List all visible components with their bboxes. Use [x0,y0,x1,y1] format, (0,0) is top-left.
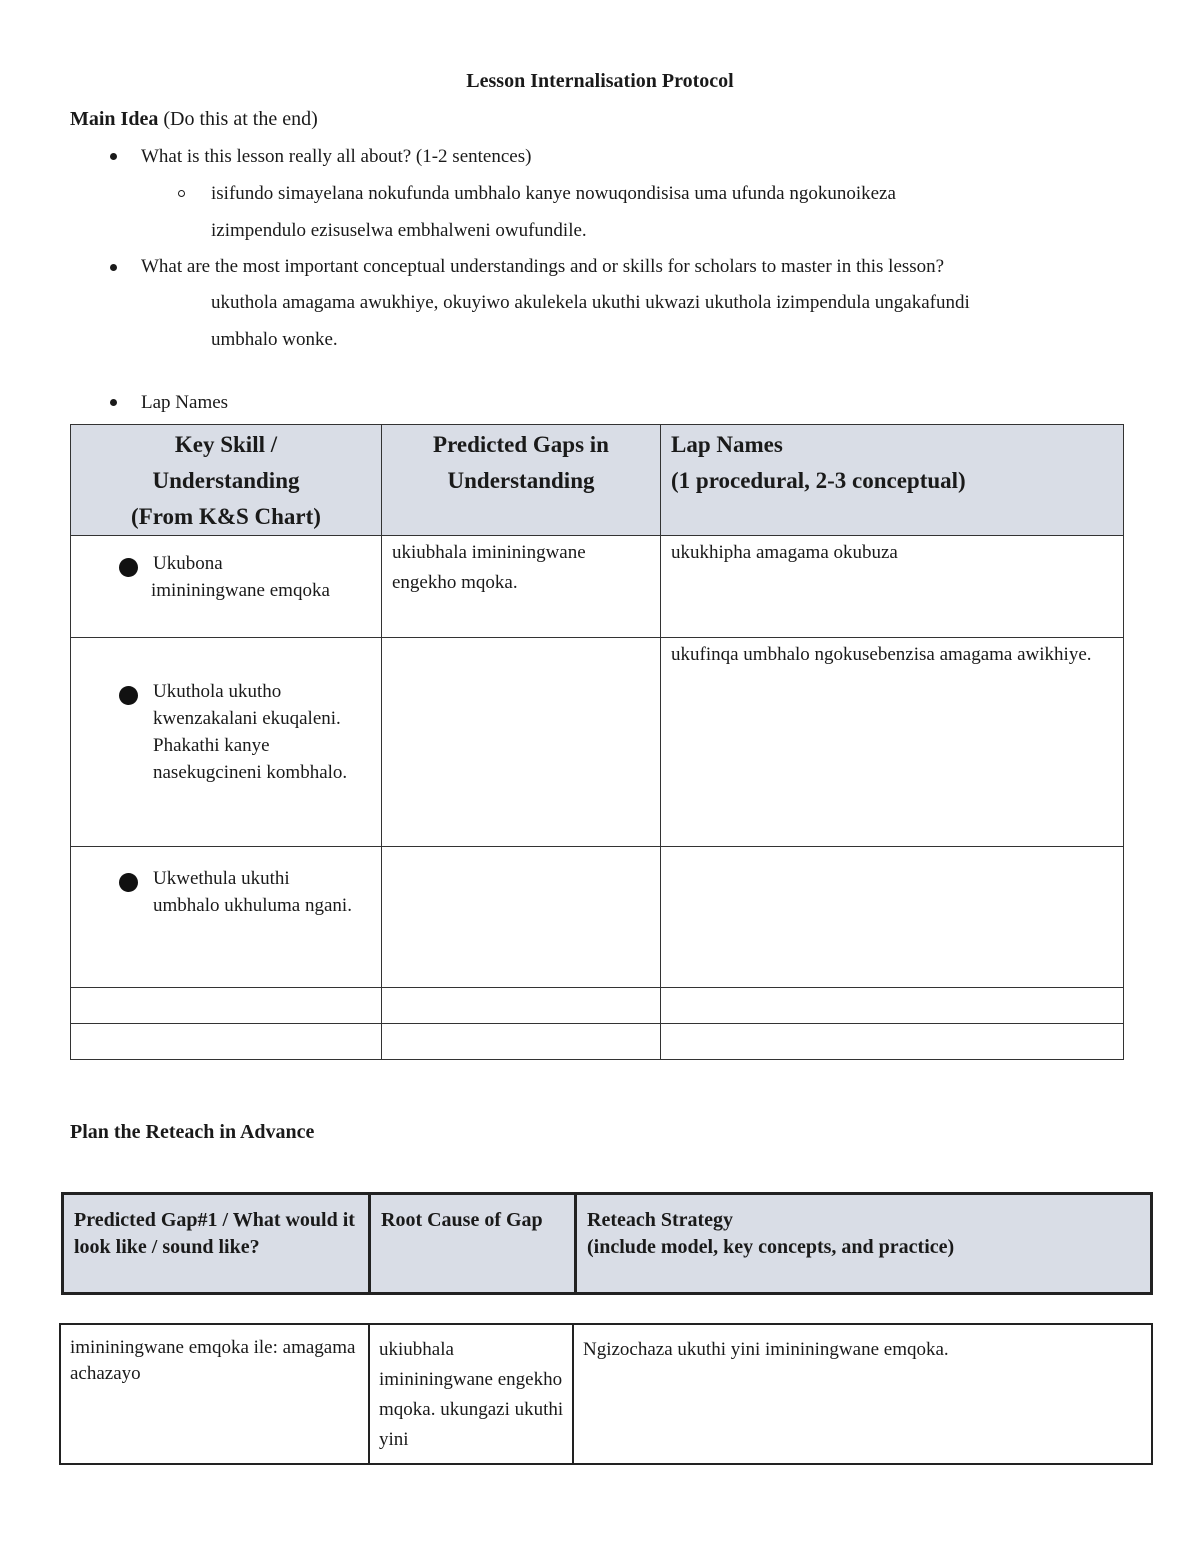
reteach-body-table [59,1323,1153,1465]
header-lap-names: Lap Names (1 procedural, 2-3 conceptual) [661,425,1124,536]
reteach-section-title: Plan the Reteach in Advance [70,1121,315,1143]
empty-cell [71,1024,382,1060]
empty-cell [382,988,661,1024]
answer-key-understandings-line2: umbhalo wonke. [211,329,338,350]
lap-names-label: Lap Names [141,392,229,413]
header-predicted-gaps: Predicted Gaps in Understanding [382,425,661,536]
header-root-cause: Root Cause of Gap [370,1194,576,1294]
table-header-row [71,425,1124,536]
lap-names-table [70,424,1124,1060]
table-header-row [63,1194,1152,1294]
gap-cell: ukiubhala imininingwane engekho mqoka. [382,536,661,638]
answer-key-understandings-line1: ukuthola amagama awukhiye, okuyiwo akulekela ukuthi ukwazi ukuthola izimpendula ungakafundi [211,292,970,313]
skill-cell: Ukuthola ukutho kwenzakalani ekuqaleni. Phakathi kanye nasekugcineni kombhalo. [71,638,382,847]
header-key-skill: Key Skill / Understanding (From K&S Chart) [71,425,382,536]
bullet-icon [119,686,138,705]
answer-lesson-about-line2: izimpendulo ezisuselwa embhalweni owufundile. [211,220,587,241]
answer-lesson-about-line1: isifundo simayelana nokufunda umbhalo kanye nowuqondisisa uma ufunda ngokunoikeza [211,183,896,204]
table-row [71,638,1124,847]
document-title: Lesson Internalisation Protocol [466,70,734,92]
bullet-icon [119,558,138,577]
lap-cell: ukufinqa umbhalo ngokusebenzisa amagama awikhiye. [661,638,1124,847]
header-reteach-strategy: Reteach Strategy (include model, key concepts, and practice) [576,1194,1152,1294]
header-predicted-gap: Predicted Gap#1 / What would it look like / sound like? [63,1194,370,1294]
predicted-gap-cell: imininingwane emqoka ile: amagama achazayo [60,1324,369,1464]
table-row [71,1024,1124,1060]
bullet-icon [110,153,117,160]
bullet-icon [119,873,138,892]
empty-cell [661,1024,1124,1060]
main-idea-note: (Do this at the end) [163,108,318,130]
root-cause-cell: ukiubhala imininingwane engekho mqoka. ukungazi ukuthi yini [369,1324,573,1464]
question-key-understandings: What are the most important conceptual understandings and or skills for scholars to master in this lesson? [141,256,945,277]
reteach-header-table [61,1192,1153,1295]
reteach-strategy-cell: Ngizochaza ukuthi yini imininingwane emqoka. [573,1324,1152,1464]
main-idea-label: Main Idea [70,108,159,130]
empty-cell [661,988,1124,1024]
gap-cell [382,638,661,847]
empty-cell [382,1024,661,1060]
bullet-icon [110,399,117,406]
bullet-icon [110,264,117,271]
table-row [60,1324,1152,1464]
table-row [71,536,1124,638]
table-row [71,847,1124,988]
table-row [71,988,1124,1024]
main-idea-heading [70,108,318,131]
empty-cell [71,988,382,1024]
sub-bullet-icon [178,190,185,197]
skill-cell: Ukwethula ukuthi umbhalo ukhuluma ngani. [71,847,382,988]
skill-cell: Ukubona imininingwane emqoka [71,536,382,638]
gap-cell [382,847,661,988]
question-lesson-about: What is this lesson really all about? (1-2 sentences) [141,146,532,167]
lap-cell: ukukhipha amagama okubuza [661,536,1124,638]
lap-cell [661,847,1124,988]
